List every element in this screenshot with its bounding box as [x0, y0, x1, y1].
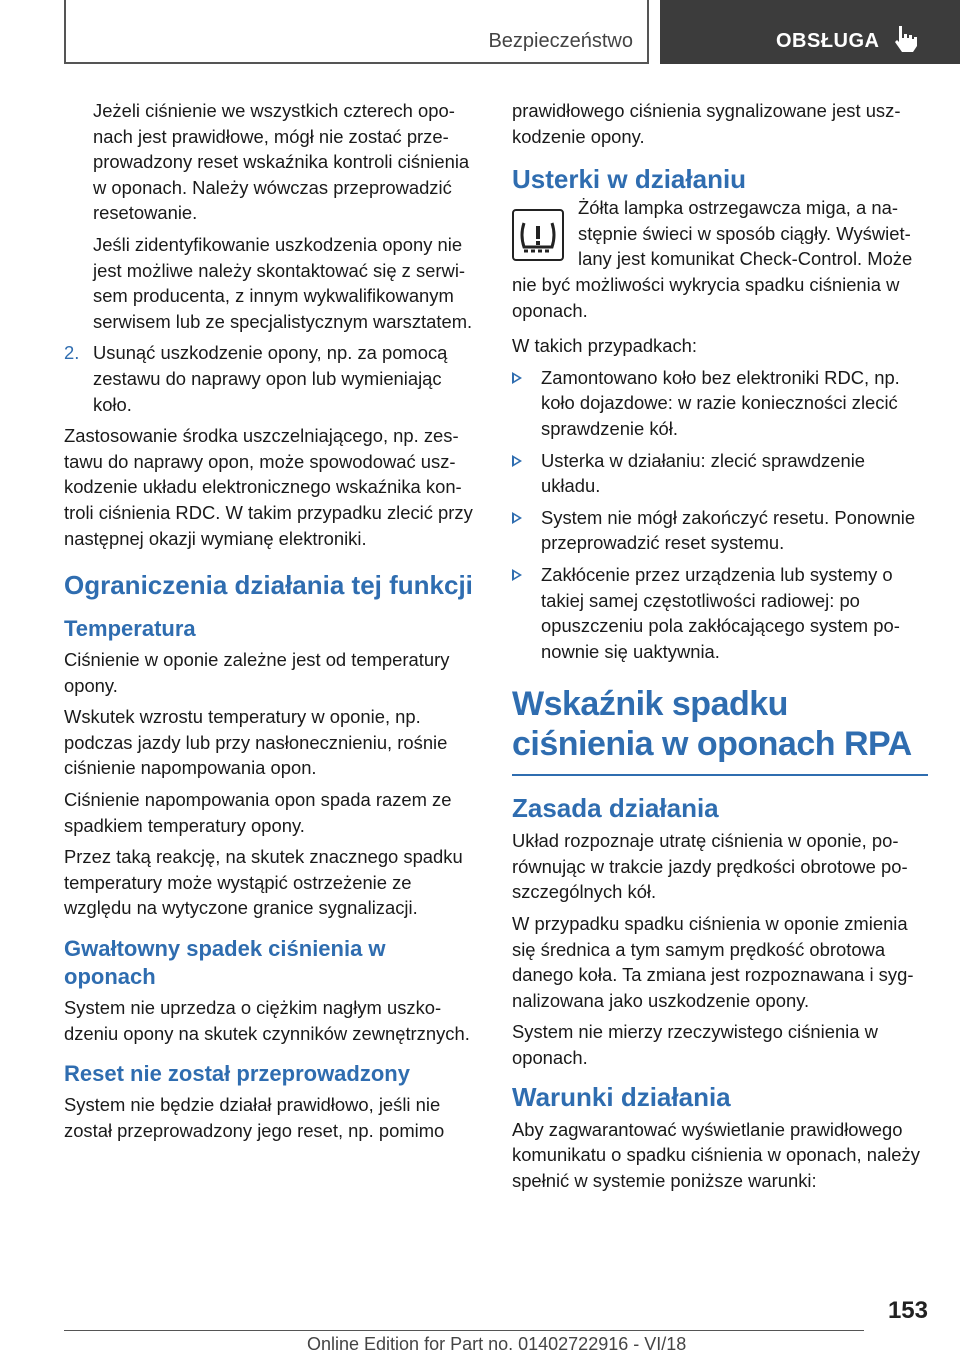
paragraph: Jeżeli ciśnienie we wszystkich czterech oponach jest prawidłowe, mógł nie zostać przeprowadzony reset wskaźnika kontroli ciśnienia w oponach. Należy wówczas przeprowadzić resetowanie. — [93, 100, 470, 224]
paragraph: System nie uprzedza o ciężkim nagłym uszkodzeniu opony na skutek czynników zewnętrznych. — [64, 997, 470, 1044]
list-item: Zamontowano koło bez elektroniki RDC, np. koło dojazdowe: w razie konieczności zlecić sprawdzenie kół. — [512, 365, 928, 442]
triangle-bullet-icon — [512, 569, 522, 581]
paragraph: Ciśnienie w oponie zależne jest od temperatury opony. — [64, 649, 450, 696]
step-text: Usunąć uszkodzenie opony, np. za pomocą zestawu do naprawy opon lub wymieniając koło. — [93, 342, 448, 415]
triangle-bullet-icon — [512, 512, 522, 524]
heading-limits: Ograniczenia działania tej funkcji — [64, 570, 473, 601]
triangle-bullet-icon — [512, 372, 522, 384]
paragraph: Przez taką reakcję, na skutek znacznego spadku temperatury może wystąpić ostrzeżenie ze względu na wytyczone granice sygnalizacji. — [64, 846, 463, 919]
tire-pressure-warning-icon — [512, 209, 564, 261]
paragraph: prawidłowego ciśnienia sygnalizowane jest uszkodzenie opony. — [512, 100, 901, 147]
right-column — [512, 98, 928, 1199]
paragraph: W przypadku spadku ciśnienia w oponie zmienia się średnica a tym samym prędkość obrotowa danego koła. Ta zmiana jest rozpoznawana i sygnalizowana jako uszkodzenie opony. — [512, 913, 914, 1011]
list-item: Usterka w działaniu: zlecić sprawdzenie układu. — [512, 448, 928, 499]
paragraph: System nie mierzy rzeczywistego ciśnienia w oponach. — [512, 1021, 878, 1069]
heading-faults: Usterki w działaniu — [512, 164, 747, 195]
chapter-title: OBSŁUGA — [776, 30, 880, 52]
heading-reset: Reset nie został przeprowadzony — [64, 1061, 410, 1087]
footer-edition: Online Edition for Part no. 01402722916 - VI/18 — [307, 1334, 687, 1354]
heading-temperature: Temperatura — [64, 616, 196, 642]
heading-rpa: Wskaźnik spadku ciśnienia w oponach RPA — [512, 684, 928, 776]
paragraph: Układ rozpoznaje utratę ciśnienia w oponie, porównując w trakcie jazdy prędkości obrotowe poszczególnych kół. — [512, 830, 908, 903]
paragraph: Ciśnienie napompowania opon spada razem ze spadkiem temperatury opony. — [64, 789, 452, 836]
paragraph: Zastosowanie środka uszczelniającego, np. zestawu do naprawy opon, może spowodować uszkodzenie układu elektronicznego wskaźnika kontroli ciśnienia RDC. W takim przypadku zlecić przy następnej okazji wymianę elektroniki. — [64, 425, 473, 549]
numbered-step — [64, 340, 480, 417]
paragraph: W takich przypadkach: — [512, 335, 698, 357]
page-number: 153 — [887, 1297, 928, 1324]
hand-pointer-icon — [892, 24, 920, 54]
paragraph: Aby zagwarantować wyświetlanie prawidłowego komunikatu o spadku ciśnienia w oponach, należy spełnić w systemie poniższe warunki: — [512, 1118, 920, 1191]
footer-divider — [64, 1330, 864, 1331]
heading-conditions: Warunki działania — [512, 1081, 731, 1112]
paragraph: Żółta lampka ostrzegawcza miga, a następnie świeci w sposób ciągły. Wyświetlany jest komunikat Check-Control. Może nie być możliwości wykrycia spadku ciśnienia w oponach. — [512, 197, 913, 321]
list-item: Zakłócenie przez urządzenia lub systemy o takiej samej częstotliwości radiowej: po opuszczeniu pola zakłócającego system ponownie się uaktywnia. — [512, 562, 928, 664]
heading-principle: Zasada działania — [512, 793, 719, 824]
triangle-bullet-icon — [512, 455, 522, 467]
paragraph: Wskutek wzrostu temperatury w oponie, np. podczas jazdy lub przy nasłonecznieniu, rośnie ciśnienie napompowania opon. — [64, 706, 448, 779]
paragraph: Jeśli zidentyfikowanie uszkodzenia opony nie jest możliwe należy skontaktować się z serwisem producenta, z innym wykwalifikowanym serwisem lub ze specjalistycznym warsztatem. — [93, 233, 473, 332]
list-item: System nie mógł zakończyć resetu. Ponownie przeprowadzić reset systemu. — [512, 505, 928, 556]
fault-warning — [512, 195, 928, 329]
left-column — [64, 98, 480, 1149]
step-number: 2. — [64, 342, 80, 364]
paragraph: System nie będzie działał prawidłowo, jeśli nie został przeprowadzony jego reset, np. pomimo — [64, 1094, 445, 1141]
section-title: Bezpieczeństwo — [488, 30, 633, 52]
header-chapter-tab — [660, 0, 960, 64]
header-section-box — [64, 0, 649, 64]
heading-sudden-drop: Gwałtowny spadek ciśnienia w oponach — [64, 936, 386, 990]
